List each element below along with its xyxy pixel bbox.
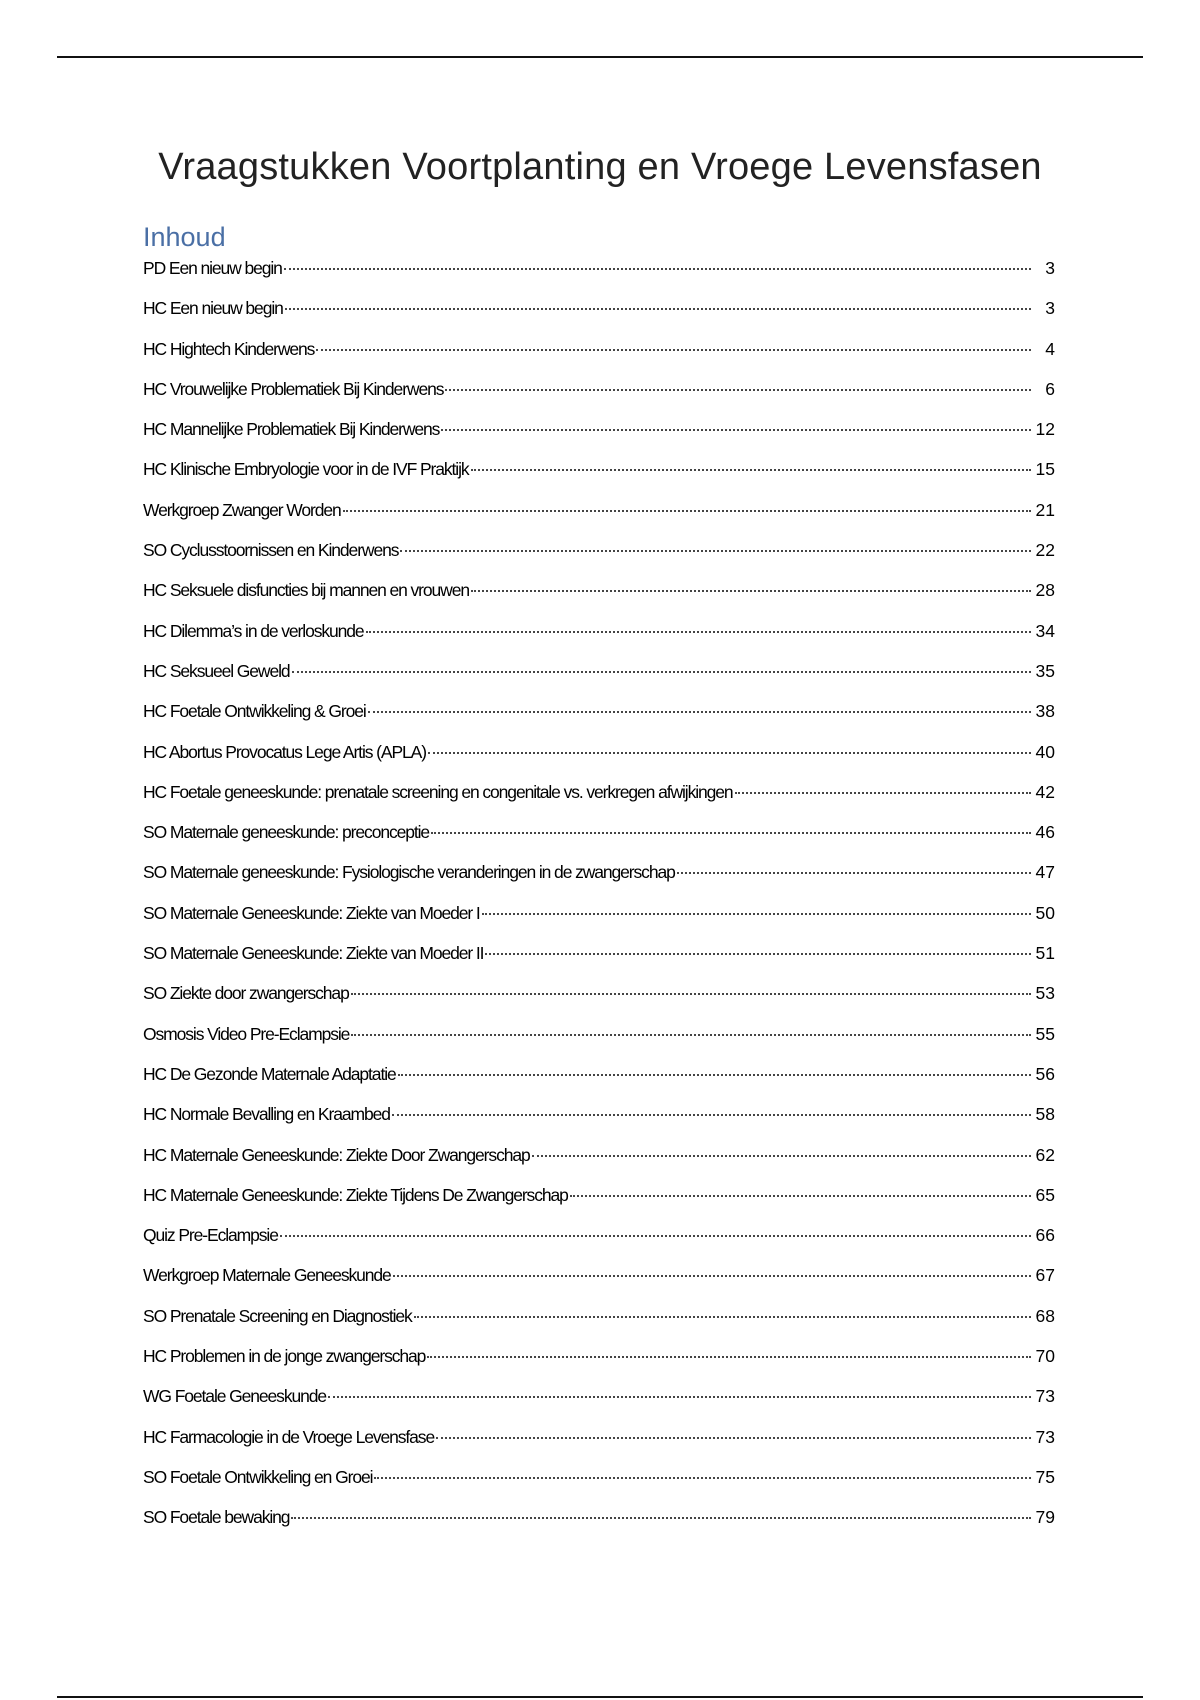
toc-entry[interactable]	[143, 339, 1055, 379]
toc-entry-label: Werkgroep Maternale Geneeskunde	[143, 1265, 391, 1286]
toc-entry-label: Werkgroep Zwanger Worden	[143, 499, 341, 520]
toc-dot-leader	[570, 1195, 1031, 1197]
toc-dot-leader	[316, 349, 1031, 351]
toc-entry-page-number: 70	[1035, 1346, 1055, 1367]
toc-entry-page-number: 62	[1035, 1144, 1055, 1165]
toc-entry-label: HC De Gezonde Maternale Adaptatie	[143, 1063, 396, 1084]
toc-entry[interactable]	[143, 943, 1055, 983]
toc-entry-label: SO Maternale geneeskunde: preconceptie	[143, 822, 430, 843]
toc-entry[interactable]	[143, 1104, 1055, 1144]
toc-entry-label: SO Ziekte door zwangerschap	[143, 983, 349, 1004]
toc-dot-leader	[398, 1074, 1031, 1076]
footer-rule	[57, 1696, 1143, 1698]
toc-dot-leader	[393, 1275, 1031, 1277]
toc-dot-leader	[392, 1114, 1031, 1116]
toc-entry[interactable]	[143, 661, 1055, 701]
toc-entry[interactable]	[143, 1386, 1055, 1426]
toc-entry-page-number: 3	[1045, 298, 1055, 319]
toc-entry-page-number: 53	[1035, 983, 1055, 1004]
toc-entry-label: HC Farmacologie in de Vroege Levensfase	[143, 1426, 435, 1447]
toc-entry-page-number: 51	[1035, 943, 1055, 964]
table-of-contents	[143, 258, 1055, 1548]
toc-entry-page-number: 22	[1035, 540, 1055, 561]
toc-entry-page-number: 21	[1035, 499, 1055, 520]
toc-entry-label: HC Seksueel Geweld	[143, 660, 290, 681]
toc-dot-leader	[368, 711, 1031, 713]
toc-dot-leader	[343, 510, 1031, 512]
toc-dot-leader	[427, 1356, 1031, 1358]
toc-entry-page-number: 40	[1035, 741, 1055, 762]
toc-entry-page-number: 50	[1035, 902, 1055, 923]
toc-dot-leader	[735, 792, 1031, 794]
toc-entry-page-number: 35	[1035, 660, 1055, 681]
toc-dot-leader	[428, 752, 1031, 754]
toc-entry[interactable]	[143, 983, 1055, 1023]
toc-dot-leader	[292, 671, 1031, 673]
toc-entry[interactable]	[143, 1306, 1055, 1346]
toc-entry-label: HC Foetale Ontwikkeling & Groei	[143, 701, 366, 722]
toc-entry[interactable]	[143, 459, 1055, 499]
toc-dot-leader	[471, 590, 1031, 592]
toc-entry[interactable]	[143, 580, 1055, 620]
toc-dot-leader	[285, 308, 1031, 310]
toc-entry-page-number: 56	[1035, 1063, 1055, 1084]
toc-dot-leader	[445, 389, 1031, 391]
toc-entry-label: SO Maternale Geneeskunde: Ziekte van Moeder II	[143, 943, 484, 964]
toc-entry-label: HC Maternale Geneeskunde: Ziekte Door Zwangerschap	[143, 1144, 530, 1165]
toc-dot-leader	[366, 631, 1031, 633]
toc-entry-label: SO Cyclusstoornissen en Kinderwens	[143, 540, 399, 561]
toc-dot-leader	[482, 913, 1031, 915]
toc-dot-leader	[280, 1235, 1031, 1237]
toc-entry[interactable]	[143, 701, 1055, 741]
toc-entry[interactable]	[143, 298, 1055, 338]
toc-entry[interactable]	[143, 1467, 1055, 1507]
toc-entry[interactable]	[143, 540, 1055, 580]
toc-entry-label: HC Maternale Geneeskunde: Ziekte Tijdens De Zwangerschap	[143, 1184, 568, 1205]
toc-dot-leader	[374, 1477, 1031, 1479]
toc-entry-label: WG Foetale Geneeskunde	[143, 1386, 326, 1407]
toc-entry-page-number: 66	[1035, 1225, 1055, 1246]
toc-entry-page-number: 34	[1035, 620, 1055, 641]
toc-entry-page-number: 3	[1045, 258, 1055, 278]
toc-entry-label: HC Hightech Kinderwens	[143, 338, 315, 359]
toc-entry-page-number: 73	[1035, 1426, 1055, 1447]
toc-entry-label: SO Foetale bewaking	[143, 1507, 290, 1528]
toc-entry-page-number: 55	[1035, 1023, 1055, 1044]
toc-entry-page-number: 15	[1035, 459, 1055, 480]
toc-entry[interactable]	[143, 1225, 1055, 1265]
toc-entry[interactable]	[143, 258, 1055, 298]
toc-entry-label: HC Abortus Provocatus Lege Artis (APLA)	[143, 741, 426, 762]
toc-entry-page-number: 12	[1035, 419, 1055, 440]
toc-entry[interactable]	[143, 1185, 1055, 1225]
toc-entry-page-number: 73	[1035, 1386, 1055, 1407]
toc-entry-label: HC Een nieuw begin	[143, 298, 283, 319]
header-rule	[57, 56, 1143, 58]
toc-entry[interactable]	[143, 903, 1055, 943]
toc-entry-page-number: 79	[1035, 1507, 1055, 1528]
toc-entry[interactable]	[143, 742, 1055, 782]
toc-entry-page-number: 6	[1045, 378, 1055, 399]
toc-dot-leader	[677, 872, 1031, 874]
toc-entry-page-number: 58	[1035, 1104, 1055, 1125]
toc-dot-leader	[351, 993, 1031, 995]
toc-entry-label: HC Seksuele disfuncties bij mannen en vrouwen	[143, 580, 469, 601]
toc-dot-leader	[400, 550, 1031, 552]
toc-dot-leader	[328, 1396, 1031, 1398]
toc-dot-leader	[284, 268, 1031, 270]
toc-entry-page-number: 28	[1035, 580, 1055, 601]
toc-dot-leader	[471, 469, 1031, 471]
toc-dot-leader	[291, 1517, 1031, 1519]
toc-entry[interactable]	[143, 1064, 1055, 1104]
toc-entry[interactable]	[143, 419, 1055, 459]
toc-entry[interactable]	[143, 1265, 1055, 1305]
toc-entry-page-number: 42	[1035, 781, 1055, 802]
toc-entry[interactable]	[143, 379, 1055, 419]
toc-entry-label: HC Foetale geneeskunde: prenatale screening en congenitale vs. verkregen afwijkingen	[143, 781, 733, 802]
toc-entry-label: HC Mannelijke Problematiek Bij Kinderwens	[143, 419, 440, 440]
toc-entry[interactable]	[143, 621, 1055, 661]
toc-entry-label: SO Maternale Geneeskunde: Ziekte van Moeder I	[143, 902, 480, 923]
toc-entry-page-number: 75	[1035, 1466, 1055, 1487]
toc-dot-leader	[485, 953, 1031, 955]
toc-entry-label: SO Foetale Ontwikkeling en Groei	[143, 1466, 373, 1487]
toc-entry-page-number: 68	[1035, 1305, 1055, 1326]
toc-entry-page-number: 47	[1035, 862, 1055, 883]
toc-dot-leader	[414, 1316, 1031, 1318]
toc-entry-label: PD Een nieuw begin	[143, 258, 282, 278]
toc-entry-page-number: 65	[1035, 1184, 1055, 1205]
toc-dot-leader	[351, 1034, 1031, 1036]
toc-entry-page-number: 38	[1035, 701, 1055, 722]
toc-entry[interactable]	[143, 1145, 1055, 1185]
toc-entry-label: HC Klinische Embryologie voor in de IVF Praktijk	[143, 459, 469, 480]
toc-dot-leader	[431, 832, 1031, 834]
document-title: Vraagstukken Voortplanting en Vroege Levensfasen	[158, 146, 1042, 188]
toc-entry[interactable]	[143, 1024, 1055, 1064]
toc-entry[interactable]	[143, 500, 1055, 540]
toc-entry-page-number: 67	[1035, 1265, 1055, 1286]
toc-entry[interactable]	[143, 1346, 1055, 1386]
toc-entry[interactable]	[143, 1507, 1055, 1547]
toc-entry[interactable]	[143, 1427, 1055, 1467]
toc-entry[interactable]	[143, 782, 1055, 822]
toc-entry-page-number: 4	[1045, 338, 1055, 359]
toc-entry-label: SO Maternale geneeskunde: Fysiologische veranderingen in de zwangerschap	[143, 862, 675, 883]
toc-dot-leader	[441, 429, 1031, 431]
toc-entry[interactable]	[143, 862, 1055, 902]
toc-entry-label: Quiz Pre-Eclampsie	[143, 1225, 278, 1246]
toc-entry-label: Osmosis Video Pre-Eclampsie	[143, 1023, 350, 1044]
toc-entry-label: SO Prenatale Screening en Diagnostiek	[143, 1305, 412, 1326]
toc-entry-label: HC Dilemma’s in de verloskunde	[143, 620, 364, 641]
toc-entry-page-number: 46	[1035, 822, 1055, 843]
toc-entry-label: HC Vrouwelijke Problematiek Bij Kinderwens	[143, 378, 444, 399]
toc-dot-leader	[436, 1437, 1031, 1439]
toc-heading: Inhoud	[143, 222, 226, 252]
toc-dot-leader	[532, 1155, 1031, 1157]
toc-entry[interactable]	[143, 822, 1055, 862]
toc-entry-label: HC Problemen in de jonge zwangerschap	[143, 1346, 426, 1367]
toc-entry-label: HC Normale Bevalling en Kraambed	[143, 1104, 390, 1125]
